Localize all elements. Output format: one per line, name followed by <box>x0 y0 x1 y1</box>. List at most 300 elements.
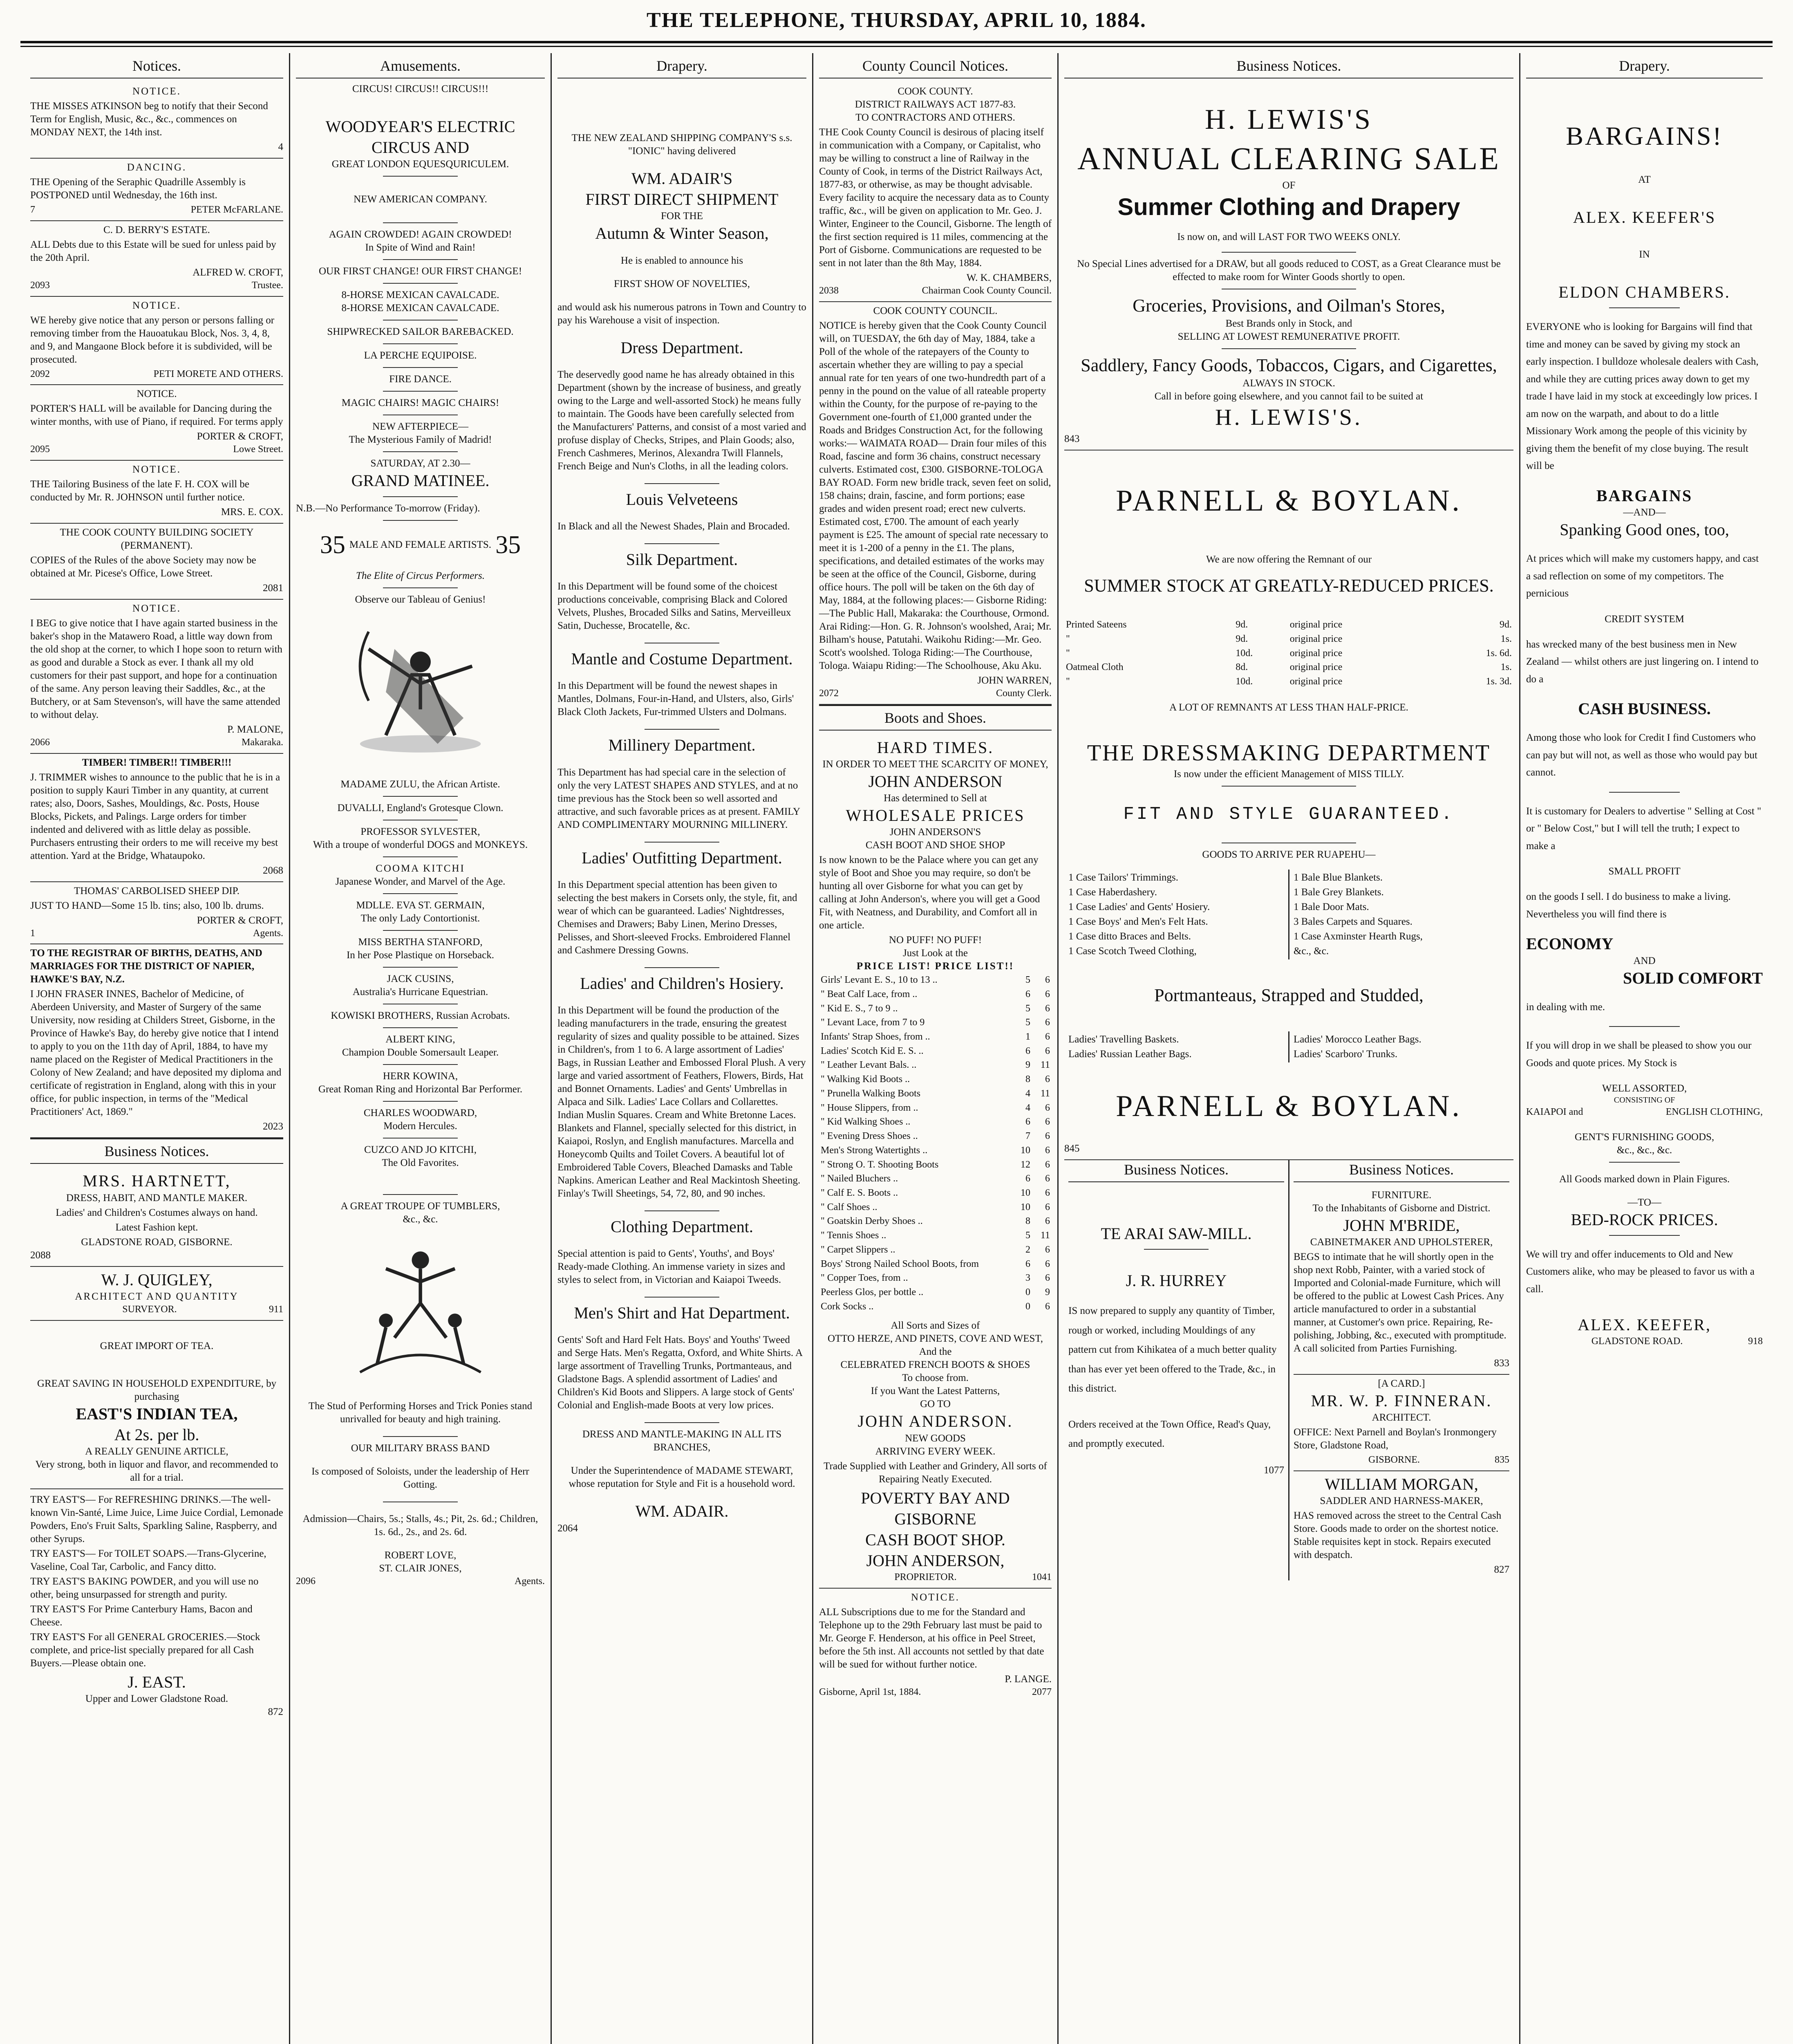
ad-east-tea <box>30 1321 283 1489</box>
price-shillings: 1 <box>1025 1031 1030 1042</box>
ad-subtitle-2: SURVEYOR. <box>122 1304 177 1315</box>
keefer-para: on the goods I sell. I do business to make a living. Nevertheless you will find there is <box>1526 891 1731 920</box>
price-row <box>819 1072 1052 1087</box>
subcolumn-header: Business Notices. <box>1294 1160 1509 1182</box>
performer-line: DUVALLI, England's Grotesque Clown. <box>337 802 504 814</box>
adair-number: 2064 <box>557 1522 578 1534</box>
ad-line: MR. W. P. FINNERAN. <box>1311 1391 1492 1410</box>
ad-line: PRICE LIST! PRICE LIST!! <box>856 961 1014 972</box>
price-row <box>819 1186 1052 1200</box>
notice-body: PORTER'S HALL will be available for Dancing during the winter months, with use of Piano, if required. For terms apply <box>30 403 283 428</box>
pb-item: Printed Sateens <box>1066 619 1127 630</box>
artist-count: 35 <box>495 531 521 559</box>
lewis-line: OF <box>1282 179 1296 191</box>
notice-signature: PETI MORETE AND OTHERS. <box>153 368 283 379</box>
price-pence: 6 <box>1045 1159 1050 1170</box>
lewis-line: ALWAYS IN STOCK. <box>1242 378 1335 389</box>
notice-porters-hall <box>30 385 283 461</box>
notice-body: NOTICE is hereby given that the Cook County Council will, on TUESDAY, the 6th day of May, 1884, take a Poll of the whole of the ratepayers of the County to ascertain whether they are willing to pay a special annual rate for ten years of one two-hundredth part of a penny in the pound on the value of all rateable property within the County, for the purpose of re-paying to the Government one-fourth of £1,000 granted under the Roads and Bridges Construction Act, for the following works:— WAIMATA ROAD— Drain four miles of this Road, fascine and form 36 chains, construct necessary culverts. Estimated cost, £300. GISBORNE-TOLOGA BAY ROAD. Form new bridle track, seven feet on solid, 158 chains; drain, fascine, and form portions; ease grades and widen present road; erect new culverts. Estimated cost, £700. The amount of each yearly payment is £25. The amount of special rate necessary to meet it is 1-200 of a penny in the £1. The plans, specifications, and detailed estimates of the works may be seen at the office of the Council, Gisborne, during office hours. The poll will be taken on the 6th day of May, 1884, at the following places:— Gisborne Riding:—The Public Hall, Makaraka: the Courthouse, Ormond. Arai Riding:—Hon. G. R. Johnson's woolshed, Arai; Mr. Bilham's house, Patutahi. Waikohu Riding:—Mr. Geo. Scott's woolshed. Tologa Riding:—The Courthouse, Tologa. Waiapu Riding:—The Schoolhouse, Aku Aku. <box>819 320 1052 671</box>
notice-subscriptions <box>819 1589 1052 1703</box>
keefer-para: At prices which will make my customers happy, and cast a sad reflection on some of my competitors. The pernicious <box>1526 553 1759 599</box>
pb-goods-item: 1 Case Axminster Hearth Rugs, <box>1294 930 1423 942</box>
pb-price-row <box>1064 675 1513 689</box>
notice-signature-2: Agents. <box>253 928 283 939</box>
keefer-para: has wrecked many of the best business men in New Zealand — whilst others are just lingering on. I intend to do a <box>1526 639 1759 685</box>
ad-name: W. J. QUIGLEY, <box>101 1270 213 1289</box>
ad-line: Very strong, both in liquor and flavor, and recommended to all for a trial. <box>35 1459 278 1483</box>
pb-bags-right <box>1289 1031 1513 1062</box>
price-pence: 6 <box>1045 1244 1050 1255</box>
lewis-line: H. LEWIS'S. <box>1215 405 1363 430</box>
performer-line: Champion Double Somersault Leaper. <box>342 1047 499 1058</box>
pb-bag-item: Ladies' Russian Leather Bags. <box>1068 1048 1192 1060</box>
circus-line: SATURDAY, AT 2.30— <box>370 458 470 469</box>
pb-item: " <box>1066 633 1070 644</box>
drapery-section <box>557 1302 806 1412</box>
drapery-section <box>557 549 806 632</box>
price-item: " Kid E. S., 7 to 9 .. <box>821 1003 898 1014</box>
price-pence: 6 <box>1045 1258 1050 1269</box>
section-text: Gents' Soft and Hard Felt Hats. Boys' and Youths' Tweed and Serge Hats. Men's Regatta, Oxford, and White Shirts. A large assortment of Travelling Trunks, Portmanteaus, and Gladstone Bags. A splendid assortment of Ladies' and Children's Kid Boots and Slippers. A large stock of Gents' Colonial and English-made Boots at very low prices. <box>557 1334 802 1411</box>
circus-line: Observe our Tableau of Genius! <box>355 594 486 605</box>
price-row <box>819 973 1052 987</box>
ad-line: HARD TIMES. <box>877 738 994 757</box>
pb-item: Oatmeal Cloth <box>1066 662 1124 673</box>
ad-line: GISBORNE. <box>1368 1455 1420 1466</box>
section-text: This Department has had special care in the selection of only the very LATEST SHAPES AND STYLES, and at no time previous has the Stock been so well assorted and attractive, and such favorable prices as at present. FAMILY AND COMPLIMENTARY MOURNING MILLINERY. <box>557 766 800 830</box>
price-pence: 6 <box>1045 1273 1050 1284</box>
section-text: In this Department special attention has been given to selecting the best makers in Corsets only, the style, fit, and wear of which can be guaranteed. Ladies' Nightdresses, Chemises and Drawers; Baby Linen, Merino Dresses, Pelisses, and Short-sleeved Frocks. Embroidered Flannel and Cashmere Dressing Gowns. <box>557 879 797 956</box>
lewis-line: Is now on, and will LAST FOR TWO WEEKS ONLY. <box>1177 231 1401 242</box>
pb-original-label: original price <box>1289 619 1343 630</box>
pb-goods-left <box>1064 870 1289 959</box>
pb-original-price: 1s. <box>1500 633 1512 644</box>
pb-goods-item: 1 Bale Blue Blankets. <box>1294 872 1383 883</box>
ad-title: GREAT IMPORT OF TEA. <box>100 1340 214 1351</box>
pb-original-price: 9d. <box>1500 619 1512 630</box>
ad-number: 833 <box>1494 1357 1509 1369</box>
notice-title: DANCING. <box>127 162 187 173</box>
section-text: In this Department will be found some of the choicest productions conceivable, comprising Black and Colored Velvets, Plushes, Brocaded Silks and Satins, Merveilleux Satin, Duchesse, Brocatelle, &c. <box>557 581 791 632</box>
price-shillings: 0 <box>1025 1286 1030 1298</box>
column-header: Notices. <box>30 56 283 78</box>
keefer-line: ENGLISH CLOTHING, <box>1665 1106 1763 1117</box>
ad-line: To choose from. <box>902 1372 969 1384</box>
price-item: " Prunella Walking Boots <box>821 1088 921 1099</box>
ad-line: And the <box>919 1346 952 1358</box>
notice-body: WE hereby give notice that any person or persons falling or removing timber from the Hauoatukau Block, Nos. 3, 4, 8, and 9, and Mangaone Block before it is subdivided, will be prosecuted. <box>30 314 275 365</box>
section-heading: Silk Department. <box>626 550 738 569</box>
ad-line: Just Look at the <box>902 948 968 959</box>
ad-line: ARRIVING EVERY WEEK. <box>875 1446 996 1457</box>
price-shillings: 4 <box>1025 1102 1030 1113</box>
price-pence: 6 <box>1045 1102 1050 1113</box>
performer-line: COOMA KITCHI <box>376 863 465 874</box>
performer-line: MISS BERTHA STANFORD, <box>358 937 483 948</box>
circus-title-2: CIRCUS AND <box>372 138 469 157</box>
drapery-section <box>557 847 806 957</box>
price-list <box>819 973 1052 1313</box>
price-row <box>819 1143 1052 1158</box>
section-heading: Men's Shirt and Hat Department. <box>574 1304 790 1322</box>
notice-body: THE MISSES ATKINSON beg to notify that their Second Term for English, Music, &c., &c., commences on MONDAY NEXT, the 14th inst. <box>30 101 268 138</box>
ad-number: 1041 <box>1032 1572 1052 1583</box>
price-shillings: 10 <box>1021 1201 1030 1213</box>
price-pence: 9 <box>1045 1286 1050 1298</box>
pb-price-row <box>1064 618 1513 632</box>
price-row <box>819 1228 1052 1243</box>
keefer-line: —AND— <box>1623 507 1666 518</box>
price-shillings: 2 <box>1025 1244 1030 1255</box>
keefer-name: ALEX. KEEFER'S <box>1573 208 1716 226</box>
price-item: " Tennis Shoes .. <box>821 1230 886 1241</box>
keefer-para: EVERYONE who is looking for Bargains will find that time and money can be saved by giving my stock an early inspection. I bulldoze wholesale dealers with Cash, and while they are cutting prices away down to get my trade I have laid in my stock at exceedingly low prices. I am now on the warpath, and about to do a little Missionary Work among the people of this vicinity by giving them the benefit of my close buying. The result will be <box>1526 321 1759 472</box>
ad-line: Has determined to Sell at <box>884 792 987 804</box>
section-text: The deservedly good name he has already obtained in this Department (shown by the increase of business, and greatly owing to the Large and well-assorted Stock) he means fully to maintain. The Goods have been carefully selected from the Manufacturers' Patterns, and consist of a most varied and profuse display of Checks, Stripes, and Plain Goods; also, French Cashmeres, Merinos, Alexandra Twill Flannels, French Beige and Nun's Cloths, in all the leading colors. <box>557 369 806 472</box>
ad-line: [A CARD.] <box>1378 1378 1425 1389</box>
price-shillings: 5 <box>1025 1230 1030 1241</box>
price-shillings: 4 <box>1025 1088 1030 1099</box>
ad-item: TRY EAST'S For Prime Canterbury Hams, Bacon and Cheese. <box>30 1603 253 1628</box>
ad-line: ARCHITECT. <box>1372 1412 1431 1423</box>
ad-line: FURNITURE. <box>1371 1189 1432 1201</box>
performer-line: Modern Hercules. <box>383 1121 457 1132</box>
pb-goods-item: 1 Bale Grey Blankets. <box>1294 886 1384 898</box>
section-heading: Ladies' and Children's Hosiery. <box>580 974 784 993</box>
circus-line: N.B.—No Performance To-morrow (Friday). <box>296 502 480 514</box>
price-item: " Levant Lace, from 7 to 9 <box>821 1017 925 1028</box>
performer-line: ALBERT KING, <box>385 1034 455 1045</box>
keefer-number: 918 <box>1748 1336 1763 1347</box>
drapery-section <box>557 973 806 1200</box>
notice-signature-2: Trustee. <box>251 280 283 291</box>
pb-sale-price: 10d. <box>1236 648 1253 659</box>
pb-title: PARNELL & BOYLAN. <box>1116 484 1462 518</box>
price-pence: 6 <box>1045 1031 1050 1042</box>
pb-goods-item: 1 Case Tailors' Trimmings. <box>1068 872 1178 883</box>
ad-lewis <box>1064 83 1513 450</box>
notice-title: C. D. BERRY'S ESTATE. <box>103 224 210 235</box>
subcolumn-right <box>1289 1160 1513 1580</box>
price-shillings: 5 <box>1025 975 1030 986</box>
ad-item: TRY EAST'S— For TOILET SOAPS.—Trans-Glycerine, Vaseline, Coal Tar, Carbolic, and Fancy ditto. <box>30 1548 266 1572</box>
price-pence: 6 <box>1045 1216 1050 1227</box>
ad-body-2: Latest Fashion kept. <box>115 1221 198 1233</box>
price-item: Men's Strong Watertights .. <box>821 1145 928 1156</box>
section-heading: Millinery Department. <box>608 736 756 755</box>
pb-goods-item: 1 Case ditto Braces and Belts. <box>1068 930 1191 942</box>
pb-bag-item: Ladies' Scarboro' Trunks. <box>1294 1048 1398 1060</box>
notice-number: 4 <box>278 141 283 153</box>
performer-line: In her Pose Plastique on Horseback. <box>346 950 495 961</box>
section-header: Business Notices. <box>30 1138 283 1164</box>
price-item: " Kid Walking Shoes .. <box>821 1116 911 1127</box>
page-columns <box>25 53 1768 2044</box>
notice-body: I JOHN FRASER INNES, Bachelor of Medicine, of Aberdeen University, and Master of Surgery of the same University, now residing at Childers Street, Gisborne, in the Province of Hawke's Bay, do hereby give notice that I intend to apply to you on the 11th day of April, 1884, to have my name placed on the Register of Medical Practitioners in the Colony of New Zealand; and have deposited my diploma and certificate of registration in England, along with this in your office, for public inspection, in terms of the "Medical Practitioners' Act, 1869." <box>30 988 282 1118</box>
notice-body: THE Opening of the Seraphic Quadrille Assembly is POSTPONED until Wednesday, the 16th inst. <box>30 177 246 201</box>
price-item: " Beat Calf Lace, from .. <box>821 988 918 1000</box>
ad-address: Upper and Lower Gladstone Road. <box>85 1693 228 1705</box>
circus-signature: ROBERT LOVE, <box>384 1550 457 1561</box>
ad-anderson-boots <box>819 735 1052 1589</box>
price-item: " Strong O. T. Shooting Boots <box>821 1159 939 1170</box>
circus-line: In Spite of Wind and Rain! <box>365 242 476 253</box>
price-row <box>819 1087 1052 1101</box>
keefer-line: BED-ROCK PRICES. <box>1571 1210 1718 1229</box>
notice-number: 2077 <box>1032 1687 1052 1698</box>
adair-line: He is enabled to announce his <box>620 255 743 266</box>
ad-line: All Sorts and Sizes of <box>891 1320 980 1331</box>
lewis-line: Best Brands only in Stock, and <box>1225 318 1352 329</box>
ad-signature: J. EAST. <box>128 1672 186 1691</box>
ad-line: GO TO <box>920 1399 951 1410</box>
notice-signature: ALFRED W. CROFT, <box>193 267 283 278</box>
ad-hartnett <box>30 1168 283 1266</box>
ad-line: PROPRIETOR. <box>894 1572 957 1583</box>
price-pence: 11 <box>1040 1088 1050 1099</box>
price-pence: 6 <box>1045 1187 1050 1198</box>
notice-signature-2: Lowe Street. <box>233 444 283 455</box>
ad-body: HAS removed across the street to the Central Cash Store. Goods made to order on the shortest notice. Stable requisites kept in stock. Repairs executed with despatch. <box>1294 1510 1502 1561</box>
ad-subtitle: ARCHITECT AND QUANTITY <box>75 1291 239 1302</box>
keefer-line: BARGAINS <box>1596 486 1693 505</box>
price-pence: 6 <box>1045 1173 1050 1184</box>
ad-name: MRS. HARTNETT, <box>83 1172 231 1190</box>
notice-signature-2: Chairman Cook County Council. <box>922 285 1052 296</box>
pb-line: THE DRESSMAKING DEPARTMENT <box>1087 740 1491 766</box>
ad-number: 827 <box>1494 1564 1509 1576</box>
circus-line: 8-HORSE MEXICAN CAVALCADE. <box>341 289 499 301</box>
notice-signature: P. MALONE, <box>227 724 283 735</box>
price-row <box>819 1115 1052 1129</box>
notice-sheep-dip <box>30 882 283 945</box>
pb-original-label: original price <box>1289 633 1343 644</box>
drapery-section <box>557 648 806 719</box>
pb-price-row <box>1064 660 1513 675</box>
keefer-line: AND <box>1633 955 1656 966</box>
notice-signature: PORTER & CROFT, <box>197 914 283 926</box>
pb-original-label: original price <box>1289 648 1343 659</box>
circus-line: NEW AFTERPIECE— <box>372 421 468 433</box>
sawmill-body: IS now prepared to supply any quantity of Timber, rough or worked, including Mouldings of any pattern cut from Kihikatea of a much better quality than has ever yet been offered to the Trade, &c., in this district. <box>1068 1305 1277 1394</box>
price-item: " Leather Levant Bals. .. <box>821 1060 917 1071</box>
price-item: " Goatskin Derby Shoes .. <box>821 1216 923 1227</box>
column-header: County Council Notices. <box>819 56 1052 78</box>
notice-number: 2093 <box>30 280 50 291</box>
notice-signature-2: Makaraka. <box>242 737 283 748</box>
price-row <box>819 1058 1052 1072</box>
keefer-line: CREDIT SYSTEM <box>1605 613 1684 625</box>
notice-berry-estate <box>30 221 283 297</box>
ad-line: EAST'S INDIAN TEA, <box>76 1404 238 1423</box>
ad-body: Ladies' and Children's Costumes always on hand. <box>56 1207 258 1218</box>
keefer-line: SMALL PROFIT <box>1608 866 1681 877</box>
price-item: " Copper Toes, from .. <box>821 1273 908 1284</box>
price-item: Ladies' Scotch Kid E. S. .. <box>821 1045 924 1056</box>
pb-bag-item: Ladies' Morocco Leather Bags. <box>1294 1033 1421 1045</box>
price-row <box>819 1243 1052 1257</box>
circus-line: The Stud of Performing Horses and Trick Ponies stand unrivalled for beauty and high training. <box>308 1401 533 1425</box>
column-header: Business Notices. <box>1064 56 1513 78</box>
notice-number: 2023 <box>263 1121 283 1132</box>
notice-number: 2095 <box>30 444 50 455</box>
price-row <box>819 987 1052 1002</box>
pb-item: " <box>1066 676 1070 687</box>
lewis-title: H. LEWIS'S <box>1205 104 1373 136</box>
ad-line: JOHN ANDERSON. <box>857 1412 1013 1431</box>
ad-line: NEW GOODS <box>905 1432 966 1444</box>
ad-line: SADDLER AND HARNESS-MAKER, <box>1320 1495 1483 1507</box>
pb-goods-item: 1 Case Boys' and Men's Felt Hats. <box>1068 916 1208 927</box>
business-subcolumns <box>1064 1160 1513 1580</box>
price-pence: 6 <box>1045 1145 1050 1156</box>
keefer-line: SOLID COMFORT <box>1623 968 1763 987</box>
section-heading: Clothing Department. <box>611 1217 753 1236</box>
circus-line: The Mysterious Family of Madrid! <box>349 434 492 446</box>
performer-line: JACK CUSINS, <box>387 973 454 984</box>
pb-sale-price: 8d. <box>1236 662 1248 673</box>
pb-item: " <box>1066 648 1070 659</box>
price-pence: 6 <box>1045 1116 1050 1127</box>
lewis-line: Call in before going elsewhere, and you cannot fail to be suited at <box>1154 391 1424 402</box>
pb-number: 845 <box>1064 1143 1080 1154</box>
sawmill-title: TE ARAI SAW-MILL. <box>1101 1224 1252 1243</box>
notice-signature: MRS. E. COX. <box>221 506 283 518</box>
circus-line: 8-HORSE MEXICAN CAVALCADE. <box>341 303 499 314</box>
performer-line: CHARLES WOODWARD, <box>363 1107 477 1118</box>
lewis-line: Groceries, Provisions, and Oilman's Stores, <box>1133 295 1445 316</box>
ad-subtitle: DRESS, HABIT, AND MANTLE MAKER. <box>66 1192 248 1204</box>
performer-line: CUZCO AND JO KITCHI, <box>364 1144 477 1155</box>
circus-matinee: GRAND MATINEE. <box>351 471 490 490</box>
ad-line: WHOLESALE PRICES <box>846 806 1025 825</box>
price-item: " House Slippers, from .. <box>821 1102 918 1113</box>
notice-body: JUST TO HAND—Some 15 lb. tins; also, 100 lb. drums. <box>30 900 264 911</box>
keefer-line: &c., &c., &c. <box>1616 1144 1672 1156</box>
ad-item: TRY EAST'S— For REFRESHING DRINKS.—The well-known Vin-Santé, Lime Juice, Lime Juice Cordial, Lemonade Powders, Eno's Fruit Salts, Sparkling Saline, Raspberry, and other Syrups. <box>30 1494 283 1544</box>
notice-title: THE COOK COUNTY BUILDING SOCIETY (PERMANENT). <box>60 527 254 551</box>
pb-goods-item: 1 Case Scotch Tweed Clothing, <box>1068 945 1197 957</box>
archer-illustration <box>321 614 520 770</box>
ad-line: CELEBRATED FRENCH BOOTS & SHOES <box>840 1359 1030 1371</box>
price-row <box>819 1015 1052 1030</box>
notice-signature-2: County Clerk. <box>996 688 1052 699</box>
price-shillings: 8 <box>1025 1216 1030 1227</box>
pb-bags-left <box>1064 1031 1289 1062</box>
keefer-line: KAIAPOI and <box>1526 1106 1583 1117</box>
price-shillings: 7 <box>1025 1131 1030 1142</box>
price-shillings: 5 <box>1025 1003 1030 1014</box>
keefer-para: We will try and offer inducements to Old and New Customers alike, who may be pleased to favor us with a call. <box>1526 1248 1755 1295</box>
masthead-rule <box>20 41 1773 43</box>
adair-intro: THE NEW ZEALAND SHIPPING COMPANY'S s.s. "IONIC" having delivered <box>571 132 792 157</box>
lewis-line: SELLING AT LOWEST REMUNERATIVE PROFIT. <box>1177 331 1400 343</box>
column-drapery-keefer <box>1520 53 1768 2044</box>
price-item: Cork Socks .. <box>821 1301 874 1312</box>
sawmill-number: 1077 <box>1264 1464 1284 1476</box>
pb-sale-price: 9d. <box>1236 619 1248 630</box>
ad-number: 911 <box>269 1304 283 1315</box>
pb-line: GOODS TO ARRIVE PER RUAPEHU— <box>1202 849 1376 860</box>
price-row <box>819 1285 1052 1300</box>
price-item: " Nailed Bluchers .. <box>821 1173 898 1184</box>
price-pence: 11 <box>1040 1230 1050 1241</box>
price-item: Boys' Strong Nailed School Boots, from <box>821 1258 979 1269</box>
section-text: Special attention is paid to Gents', Youths', and Boys' Ready-made Clothing. An immense variety in sizes and styles to select from, in Victorian and Kaiapoi Tweeds. <box>557 1248 785 1286</box>
circus-number: 2096 <box>296 1576 316 1587</box>
section-heading: Mantle and Costume Department. <box>571 650 793 668</box>
lewis-line: No Special Lines advertised for a DRAW, but all goods reduced to COST, as a Great Clearance must be effected to make room for Winter Goods shortly to open. <box>1077 258 1501 282</box>
pb-bag-item: Ladies' Travelling Baskets. <box>1068 1033 1179 1045</box>
circus-line: SHIPWRECKED SAILOR BAREBACKED. <box>327 326 514 338</box>
price-pence: 6 <box>1045 1074 1050 1085</box>
adair-line: and would ask his numerous patrons in Town and Country to pay his Warehouse a visit of inspection. <box>557 301 806 326</box>
adair-line: DRESS AND MANTLE-MAKING IN ALL ITS BRANCHES, <box>582 1429 782 1453</box>
circus-title: WOODYEAR'S ELECTRIC <box>325 117 515 136</box>
notice-body: I BEG to give notice that I have again started business in the baker's shop in the Matawero Road, a little way down from the old shop at the corner, to which I hope soon to return with as good and durable a Stock as ever. I thank all my old customers for their past support, and hope for a continuation of the same. Any person leaving their Saddles, &c., at the Butchery, or at Sam Stevenson's, will have the same attended to without delay. <box>30 617 282 720</box>
notice-signature: P. LANGE. <box>1005 1674 1052 1685</box>
notice-body: THE Tailoring Business of the late F. H. COX will be conducted by Mr. R. JOHNSON until further notice. <box>30 478 250 503</box>
ad-line: JOHN ANDERSON'S <box>889 827 981 838</box>
performer-line: PROFESSOR SYLVESTER, <box>360 826 480 837</box>
artist-label: MALE AND FEMALE ARTISTS. <box>349 539 492 551</box>
circus-line: GREAT LONDON EQUESQURICULEM. <box>331 159 509 170</box>
notice-title: NOTICE. <box>137 388 177 400</box>
price-item: " Walking Kid Boots .. <box>821 1074 910 1085</box>
keefer-line: —TO— <box>1627 1197 1661 1208</box>
keefer-line: CONSISTING OF <box>1614 1096 1675 1105</box>
pb-line: Portmanteaus, Strapped and Studded, <box>1154 985 1424 1005</box>
performer-line: MDLLE. EVA ST. GERMAIN, <box>356 900 485 911</box>
keefer-para: It is customary for Dealers to advertise " Selling at Cost " or " Below Cost," but I will tell the truth; I expect to make a <box>1526 805 1762 852</box>
performer-line: With a troupe of wonderful DOGS and MONKEYS. <box>313 839 528 850</box>
masthead-title: THE TELEPHONE, THURSDAY, APRIL 10, 1884. <box>647 9 1146 32</box>
column-amusements <box>290 53 552 2044</box>
circus-signature-2: ST. CLAIR JONES, <box>379 1563 462 1574</box>
notice-date: Gisborne, April 1st, 1884. <box>819 1687 921 1698</box>
ad-finneran <box>1294 1375 1509 1471</box>
price-shillings: 3 <box>1025 1273 1030 1284</box>
circus-line: MAGIC CHAIRS! MAGIC CHAIRS! <box>341 397 499 409</box>
notice-registrar <box>30 944 283 1138</box>
circus-line: OUR FIRST CHANGE! OUR FIRST CHANGE! <box>318 266 522 277</box>
price-item: " Calf Shoes .. <box>821 1201 877 1213</box>
ad-quigley <box>30 1267 283 1321</box>
performer-line: Australia's Hurricane Equestrian. <box>352 986 488 997</box>
circus-line: &c., &c. <box>403 1214 438 1225</box>
adair-line: FOR THE <box>660 211 703 222</box>
notice-number: 2038 <box>819 285 839 296</box>
masthead-rule-thin <box>20 46 1773 47</box>
price-pence: 6 <box>1045 1131 1050 1142</box>
notice-dancing <box>30 159 283 221</box>
price-pence: 6 <box>1045 988 1050 1000</box>
column-notices <box>25 53 290 2044</box>
ad-line: A REALLY GENUINE ARTICLE, <box>85 1446 228 1457</box>
ad-line: If you Want the Latest Patterns, <box>871 1385 1000 1397</box>
section-heading: Louis Velveteens <box>626 490 738 509</box>
notice-timber <box>30 754 283 882</box>
notice-body: ALL Subscriptions due to me for the Standard and Telephone up to the 29th February last must be paid to Mr. George F. Henderson, at his office in Peel Street, before the 5th inst. All accounts not settled by that date will be sued for without further notice. <box>819 1607 1044 1670</box>
lewis-number: 843 <box>1064 433 1080 445</box>
notice-title: NOTICE. <box>132 300 181 311</box>
keefer-line: CASH BUSINESS. <box>1578 699 1711 718</box>
notice-title: NOTICE. <box>132 464 181 475</box>
price-item: Peerless Glos, per bottle .. <box>821 1286 924 1298</box>
section-heading: Ladies' Outfitting Department. <box>582 848 782 867</box>
subcolumn-header: Business Notices. <box>1068 1160 1284 1182</box>
notice-number: 2081 <box>263 582 283 594</box>
